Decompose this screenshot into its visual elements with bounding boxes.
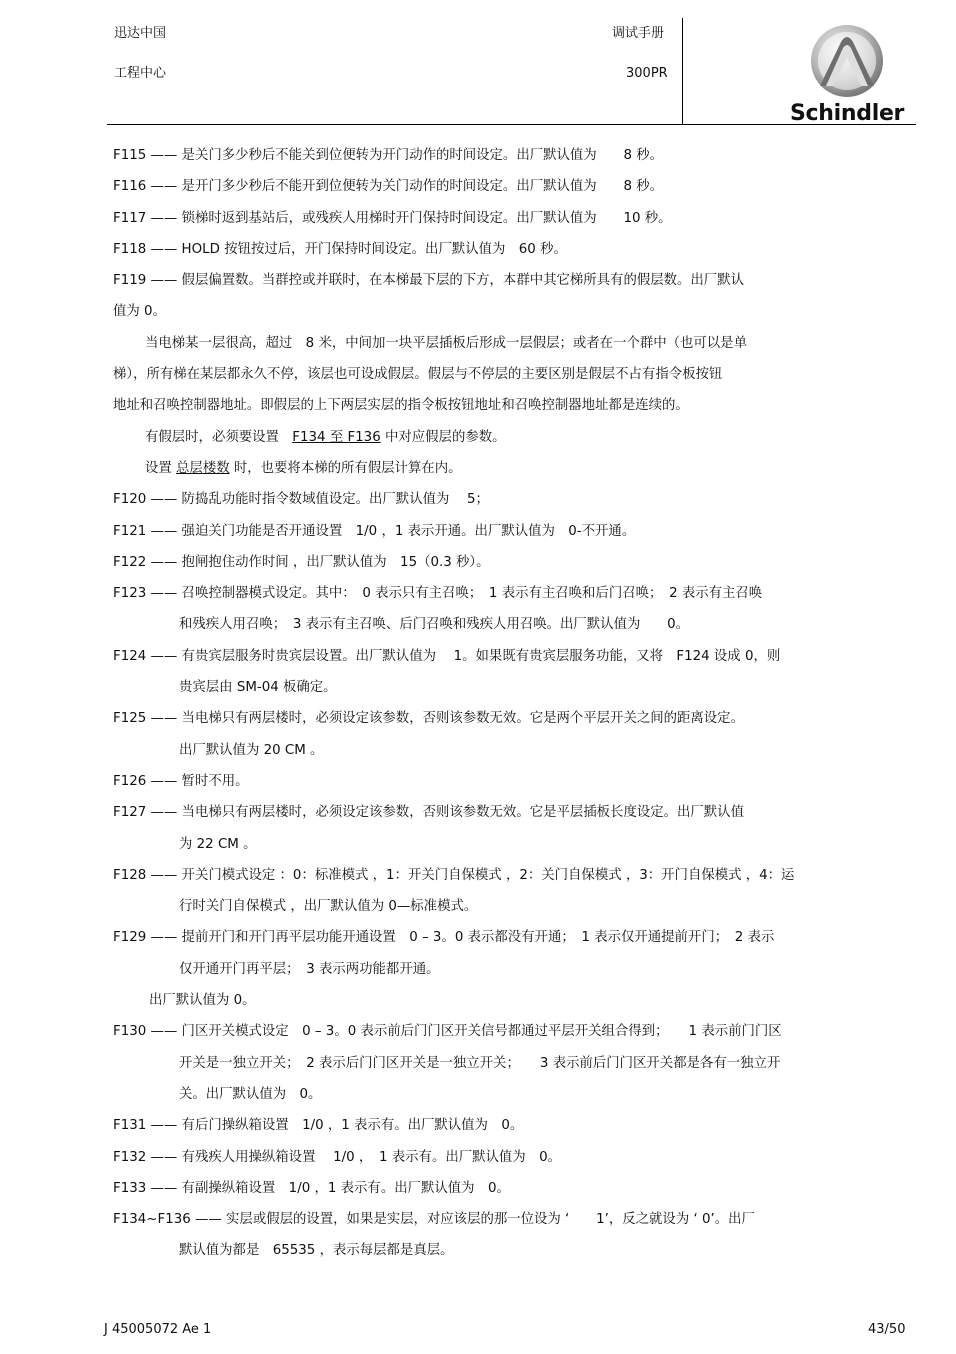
paragraph-line: 地址和召唤控制器地址。即假层的上下两层实层的指令板按钮地址和召唤控制器地址都是连续的。: [113, 398, 689, 414]
param-f129-cont: 仅开通开门再平层； 3 表示两功能都开通。: [179, 961, 440, 977]
schindler-wordmark: Schindler: [790, 101, 905, 126]
text-segment: 中对应假层的参数。: [380, 429, 506, 445]
department-name: 工程中心: [114, 66, 167, 81]
param-f130-cont: 关。出厂默认值为 0。: [179, 1086, 322, 1102]
param-f124-cont: 贵宾层由 SM-04 板确定。: [179, 680, 337, 696]
paragraph-line: 梯），所有梯在某层都永久不停，该层也可设成假层。假层与不停层的主要区别是假层不占有指令板按钮: [113, 367, 723, 383]
param-f132: F132 —— 有残疾人用操纵箱设置 1/0 ， 1 表示有。出厂默认值为 0。: [113, 1149, 561, 1165]
param-f128-cont: 行时关门自保模式 ，出厂默认值为 0—标准模式。: [179, 899, 478, 915]
param-f119: F119 —— 假层偏置数。当群控或并联时，在本梯最下层的下方，本群中其它梯所具有的假层数。出厂默认: [113, 273, 744, 289]
param-f115: F115 —— 是关门多少秒后不能关到位便转为开门动作的时间设定。出厂默认值为 8 秒。: [113, 148, 664, 163]
param-f121: F121 —— 强迫关门功能是否开通设置 1/0 ，1 表示开通。出厂默认值为 0-不开通。: [113, 523, 636, 539]
param-f130: F130 —— 门区开关模式设定 0 – 3。0 表示前后门门区开关信号都通过平层开关组合得到； 1 表示前门门区: [113, 1024, 782, 1040]
schindler-emblem-icon: [790, 24, 910, 104]
param-f118: F118 —— HOLD 按钮按过后，开门保持时间设定。出厂默认值为 60 秒。: [113, 241, 567, 257]
param-f129-default: 出厂默认值为 0。: [149, 993, 256, 1009]
param-f129: F129 —— 提前开门和开门再平层功能开通设置 0 – 3。0 表示都没有开通； 1 表示仅开通提前开门； 2 表示: [113, 930, 775, 946]
param-f124: F124 —— 有贵宾层服务时贵宾层设置。出厂默认值为 1。如果既有贵宾层服务功能，又将 F124 设成 0，则: [113, 648, 781, 664]
paragraph-line: [113, 426, 873, 457]
param-f130-cont: 开关是一独立开关； 2 表示后门门区开关是一独立开关； 3 表示前后门门区开关都是各有一独立开: [179, 1055, 781, 1071]
param-f134-f136-cont: 默认值为都是 65535 ，表示每层都是真层。: [179, 1243, 454, 1259]
param-f128: F128 —— 开关门模式设定 ：0：标准模式 ，1：开关门自保模式 ，2：关门自保模式 ，3：开门自保模式 ，4：运: [113, 867, 795, 883]
underlined-reference: F134 至 F136: [292, 429, 381, 445]
param-f123: F123 —— 召唤控制器模式设定。其中： 0 表示只有主召唤； 1 表示有主召唤和后门召唤； 2 表示有主召唤: [113, 586, 763, 602]
param-f133: F133 —— 有副操纵箱设置 1/0 ，1 表示有。出厂默认值为 0。: [113, 1180, 510, 1196]
text-segment: 设置: [145, 460, 177, 476]
page-number: 43/50: [868, 1322, 906, 1337]
text-segment: 有假层时，必须要设置: [145, 429, 293, 445]
param-f134-f136: F134~F136 —— 实层或假层的设置，如果是实层，对应该层的那一位设为 ‘ 1’，反之就设为 ‘ 0’。出厂: [113, 1212, 755, 1228]
param-f116: F116 —— 是开门多少秒后不能开到位便转为关门动作的时间设定。出厂默认值为 8 秒。: [113, 179, 664, 195]
param-f127: F127 —— 当电梯只有两层楼时，必须设定该参数，否则该参数无效。它是平层插板长度设定。出厂默认值: [113, 805, 744, 821]
document-number: J 45005072 Ae 1: [104, 1322, 212, 1337]
param-f119-cont: 值为 0。: [113, 304, 166, 320]
company-name: 迅达中国: [114, 26, 167, 41]
parameter-list: [113, 144, 873, 1271]
param-f125: F125 —— 当电梯只有两层楼时，必须设定该参数，否则该参数无效。它是两个平层开关之间的距离设定。: [113, 711, 744, 727]
param-f117: F117 —— 锁梯时返到基站后，或残疾人用梯时开门保持时间设定。出厂默认值为 10 秒。: [113, 210, 672, 226]
param-f123-cont: 和残疾人用召唤； 3 表示有主召唤、后门召唤和残疾人用召唤。出厂默认值为 0。: [179, 617, 690, 633]
paragraph-line: [113, 457, 873, 488]
param-f122: F122 —— 抱闸抱住动作时间 ，出厂默认值为 15（0.3 秒）。: [113, 554, 490, 570]
paragraph-line: 当电梯某一层很高，超过 8 米，中间加一块平层插板后形成一层假层；或者在一个群中（也可以是单: [145, 335, 747, 351]
document-type: 调试手册: [612, 26, 665, 41]
underlined-reference: 总层楼数: [176, 460, 230, 476]
param-f125-cont: 出厂默认值为 20 CM 。: [179, 742, 324, 758]
model-name: 300PR: [626, 66, 668, 81]
param-f127-cont: 为 22 CM 。: [179, 836, 257, 852]
param-f131: F131 —— 有后门操纵箱设置 1/0 ，1 表示有。出厂默认值为 0。: [113, 1118, 524, 1134]
text-segment: 时，也要将本梯的所有假层计算在内。: [229, 460, 462, 476]
header-divider: [682, 18, 683, 125]
param-f126: F126 —— 暂时不用。: [113, 773, 249, 789]
schindler-logo: [790, 24, 910, 126]
param-f120: F120 —— 防捣乱功能时指令数域值设定。出厂默认值为 5；: [113, 492, 489, 508]
